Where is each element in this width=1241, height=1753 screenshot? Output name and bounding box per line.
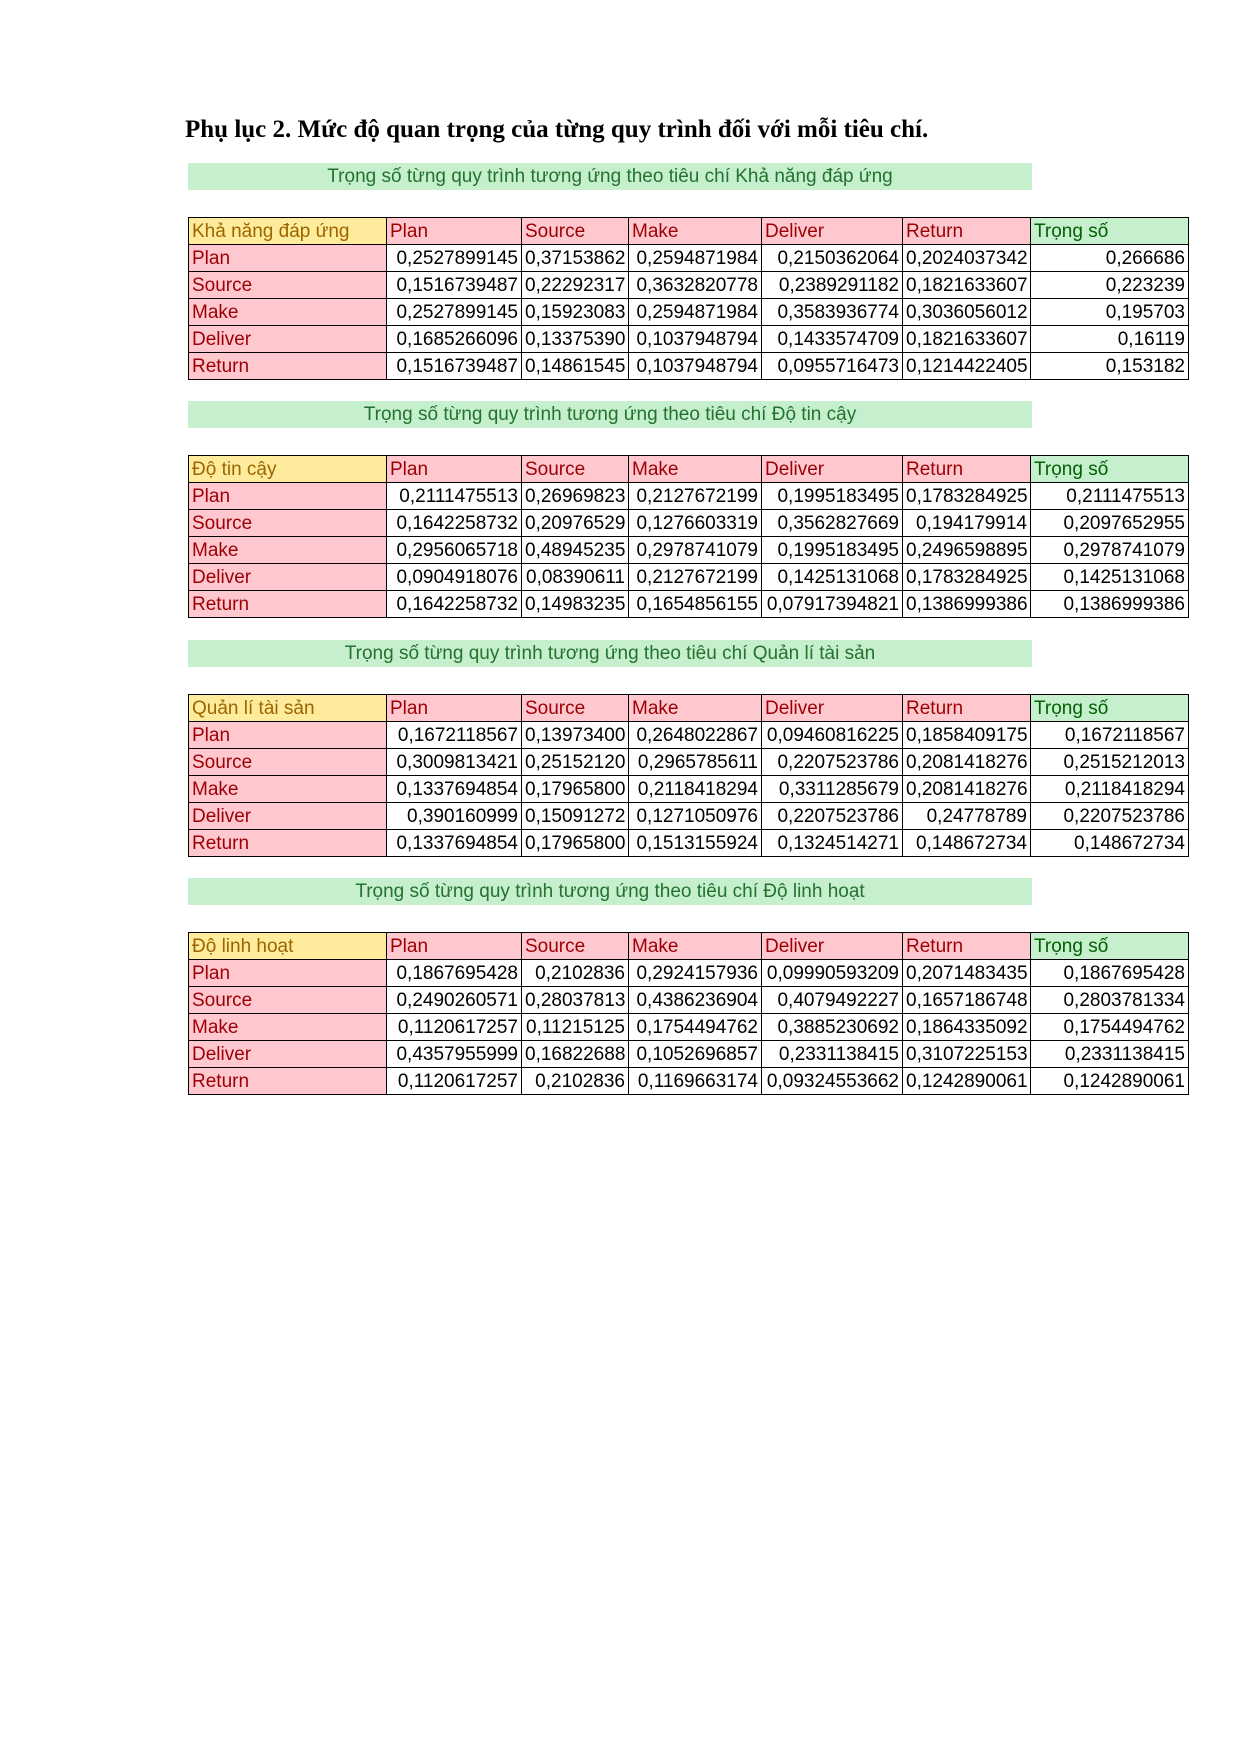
value-cell: 0,1864335092	[903, 1014, 1031, 1041]
value-cell: 0,2965785611	[629, 749, 762, 776]
value-cell: 0,1433574709	[762, 326, 903, 353]
blank-row	[188, 428, 1188, 455]
value-cell: 0,2924157936	[629, 960, 762, 987]
col-header-make: Make	[629, 456, 762, 483]
value-cell: 0,16119	[1031, 326, 1189, 353]
value-cell: 0,1242890061	[1031, 1068, 1189, 1095]
value-cell: 0,1337694854	[387, 776, 522, 803]
col-header-deliver: Deliver	[762, 456, 903, 483]
value-cell: 0,1867695428	[387, 960, 522, 987]
section-title: Trọng số từng quy trình tương ứng theo tiêu chí Quản lí tài sản	[188, 640, 1032, 667]
table-row	[189, 326, 1189, 353]
value-cell: 0,1425131068	[1031, 564, 1189, 591]
table-row	[189, 353, 1189, 380]
col-header-plan: Plan	[387, 695, 522, 722]
value-cell: 0,2389291182	[762, 272, 903, 299]
value-cell: 0,15923083	[522, 299, 629, 326]
row-label: Deliver	[189, 1041, 387, 1068]
value-cell: 0,223239	[1031, 272, 1189, 299]
row-label: Return	[189, 591, 387, 618]
value-cell: 0,1783284925	[903, 564, 1031, 591]
col-header-source: Source	[522, 695, 629, 722]
table-row	[189, 272, 1189, 299]
value-cell: 0,4357955999	[387, 1041, 522, 1068]
value-cell: 0,3885230692	[762, 1014, 903, 1041]
table-body	[189, 483, 1189, 618]
value-cell: 0,1516739487	[387, 272, 522, 299]
value-cell: 0,1242890061	[903, 1068, 1031, 1095]
value-cell: 0,3583936774	[762, 299, 903, 326]
value-cell: 0,153182	[1031, 353, 1189, 380]
value-cell: 0,3562827669	[762, 510, 903, 537]
col-header-source: Source	[522, 456, 629, 483]
row-label: Deliver	[189, 326, 387, 353]
value-cell: 0,37153862	[522, 245, 629, 272]
value-cell: 0,28037813	[522, 987, 629, 1014]
table-row	[189, 1068, 1189, 1095]
col-header-make: Make	[629, 933, 762, 960]
section-title: Trọng số từng quy trình tương ứng theo tiêu chí Độ tin cậy	[188, 401, 1032, 428]
blank-row	[188, 905, 1188, 932]
col-header-return: Return	[903, 456, 1031, 483]
value-cell: 0,2111475513	[1031, 483, 1189, 510]
value-cell: 0,1324514271	[762, 830, 903, 857]
col-header-make: Make	[629, 695, 762, 722]
value-cell: 0,1276603319	[629, 510, 762, 537]
value-cell: 0,1386999386	[903, 591, 1031, 618]
table-row	[189, 803, 1189, 830]
col-header-weight: Trọng số	[1031, 456, 1189, 483]
value-cell: 0,09990593209	[762, 960, 903, 987]
value-cell: 0,2071483435	[903, 960, 1031, 987]
value-cell: 0,2081418276	[903, 776, 1031, 803]
col-header-weight: Trọng số	[1031, 695, 1189, 722]
value-cell: 0,2102836	[522, 1068, 629, 1095]
table-row	[189, 591, 1189, 618]
value-cell: 0,26969823	[522, 483, 629, 510]
value-cell: 0,2207523786	[762, 749, 903, 776]
criterion-header: Độ linh hoạt	[189, 933, 387, 960]
criterion-header: Độ tin cậy	[189, 456, 387, 483]
row-label: Make	[189, 1014, 387, 1041]
table-row	[189, 987, 1189, 1014]
value-cell: 0,14861545	[522, 353, 629, 380]
col-header-return: Return	[903, 218, 1031, 245]
value-cell: 0,2331138415	[1031, 1041, 1189, 1068]
value-cell: 0,1513155924	[629, 830, 762, 857]
value-cell: 0,08390611	[522, 564, 629, 591]
value-cell: 0,1120617257	[387, 1014, 522, 1041]
row-label: Deliver	[189, 564, 387, 591]
value-cell: 0,48945235	[522, 537, 629, 564]
value-cell: 0,1052696857	[629, 1041, 762, 1068]
value-cell: 0,2978741079	[1031, 537, 1189, 564]
table-row	[189, 245, 1189, 272]
row-label: Return	[189, 1068, 387, 1095]
row-label: Return	[189, 830, 387, 857]
row-label: Plan	[189, 483, 387, 510]
table-row	[189, 537, 1189, 564]
value-cell: 0,148672734	[903, 830, 1031, 857]
value-cell: 0,3311285679	[762, 776, 903, 803]
value-cell: 0,3009813421	[387, 749, 522, 776]
value-cell: 0,20976529	[522, 510, 629, 537]
section-do-linh-hoat	[188, 878, 1188, 1095]
value-cell: 0,2648022867	[629, 722, 762, 749]
value-cell: 0,2102836	[522, 960, 629, 987]
value-cell: 0,09460816225	[762, 722, 903, 749]
table-body	[189, 960, 1189, 1095]
table-row	[189, 1014, 1189, 1041]
value-cell: 0,1858409175	[903, 722, 1031, 749]
col-header-make: Make	[629, 218, 762, 245]
value-cell: 0,266686	[1031, 245, 1189, 272]
value-cell: 0,2978741079	[629, 537, 762, 564]
value-cell: 0,13375390	[522, 326, 629, 353]
table-row	[189, 299, 1189, 326]
col-header-plan: Plan	[387, 218, 522, 245]
table-header-row	[189, 933, 1189, 960]
value-cell: 0,1867695428	[1031, 960, 1189, 987]
row-label: Plan	[189, 960, 387, 987]
section-do-tin-cay	[188, 401, 1188, 618]
value-cell: 0,11215125	[522, 1014, 629, 1041]
value-cell: 0,3036056012	[903, 299, 1031, 326]
value-cell: 0,1672118567	[1031, 722, 1189, 749]
criterion-header: Khả năng đáp ứng	[189, 218, 387, 245]
value-cell: 0,2527899145	[387, 245, 522, 272]
value-cell: 0,2515212013	[1031, 749, 1189, 776]
col-header-plan: Plan	[387, 933, 522, 960]
value-cell: 0,1657186748	[903, 987, 1031, 1014]
value-cell: 0,1754494762	[629, 1014, 762, 1041]
value-cell: 0,1169663174	[629, 1068, 762, 1095]
table-row	[189, 510, 1189, 537]
value-cell: 0,2527899145	[387, 299, 522, 326]
value-cell: 0,07917394821	[762, 591, 903, 618]
page-heading: Phụ lục 2. Mức độ quan trọng của từng quy trình đối với mỗi tiêu chí.	[185, 116, 929, 143]
row-label: Source	[189, 510, 387, 537]
value-cell: 0,3107225153	[903, 1041, 1031, 1068]
value-cell: 0,2594871984	[629, 245, 762, 272]
value-cell: 0,2118418294	[629, 776, 762, 803]
weights-table	[188, 932, 1189, 1095]
table-row	[189, 830, 1189, 857]
row-label: Source	[189, 272, 387, 299]
row-label: Return	[189, 353, 387, 380]
value-cell: 0,194179914	[903, 510, 1031, 537]
value-cell: 0,195703	[1031, 299, 1189, 326]
value-cell: 0,2594871984	[629, 299, 762, 326]
row-label: Plan	[189, 722, 387, 749]
value-cell: 0,14983235	[522, 591, 629, 618]
value-cell: 0,0904918076	[387, 564, 522, 591]
table-row	[189, 776, 1189, 803]
weights-table	[188, 455, 1189, 618]
section-title: Trọng số từng quy trình tương ứng theo tiêu chí Khả năng đáp ứng	[188, 163, 1032, 190]
value-cell: 0,1672118567	[387, 722, 522, 749]
value-cell: 0,1037948794	[629, 353, 762, 380]
col-header-return: Return	[903, 695, 1031, 722]
table-row	[189, 1041, 1189, 1068]
value-cell: 0,2024037342	[903, 245, 1031, 272]
value-cell: 0,09324553662	[762, 1068, 903, 1095]
value-cell: 0,1425131068	[762, 564, 903, 591]
row-label: Source	[189, 987, 387, 1014]
value-cell: 0,4079492227	[762, 987, 903, 1014]
col-header-return: Return	[903, 933, 1031, 960]
value-cell: 0,2127672199	[629, 483, 762, 510]
col-header-deliver: Deliver	[762, 695, 903, 722]
value-cell: 0,3632820778	[629, 272, 762, 299]
value-cell: 0,1642258732	[387, 591, 522, 618]
col-header-deliver: Deliver	[762, 218, 903, 245]
section-title: Trọng số từng quy trình tương ứng theo tiêu chí Độ linh hoạt	[188, 878, 1032, 905]
value-cell: 0,2496598895	[903, 537, 1031, 564]
value-cell: 0,1995183495	[762, 483, 903, 510]
value-cell: 0,1516739487	[387, 353, 522, 380]
section-quan-li-tai-san	[188, 640, 1188, 857]
col-header-source: Source	[522, 218, 629, 245]
value-cell: 0,24778789	[903, 803, 1031, 830]
table-row	[189, 749, 1189, 776]
value-cell: 0,2207523786	[762, 803, 903, 830]
value-cell: 0,22292317	[522, 272, 629, 299]
value-cell: 0,4386236904	[629, 987, 762, 1014]
value-cell: 0,1685266096	[387, 326, 522, 353]
value-cell: 0,2207523786	[1031, 803, 1189, 830]
table-body	[189, 245, 1189, 380]
value-cell: 0,2118418294	[1031, 776, 1189, 803]
section-kha-nang-dap-ung	[188, 163, 1188, 380]
value-cell: 0,1654856155	[629, 591, 762, 618]
value-cell: 0,1120617257	[387, 1068, 522, 1095]
col-header-plan: Plan	[387, 456, 522, 483]
blank-row	[188, 190, 1188, 217]
value-cell: 0,2490260571	[387, 987, 522, 1014]
value-cell: 0,2111475513	[387, 483, 522, 510]
row-label: Make	[189, 537, 387, 564]
row-label: Source	[189, 749, 387, 776]
value-cell: 0,148672734	[1031, 830, 1189, 857]
value-cell: 0,2956065718	[387, 537, 522, 564]
row-label: Make	[189, 299, 387, 326]
value-cell: 0,2127672199	[629, 564, 762, 591]
value-cell: 0,1037948794	[629, 326, 762, 353]
row-label: Deliver	[189, 803, 387, 830]
value-cell: 0,1271050976	[629, 803, 762, 830]
value-cell: 0,13973400	[522, 722, 629, 749]
value-cell: 0,390160999	[387, 803, 522, 830]
table-row	[189, 722, 1189, 749]
table-header-row	[189, 456, 1189, 483]
value-cell: 0,2081418276	[903, 749, 1031, 776]
value-cell: 0,2331138415	[762, 1041, 903, 1068]
value-cell: 0,25152120	[522, 749, 629, 776]
value-cell: 0,17965800	[522, 830, 629, 857]
value-cell: 0,1995183495	[762, 537, 903, 564]
weights-table	[188, 694, 1189, 857]
value-cell: 0,15091272	[522, 803, 629, 830]
table-body	[189, 722, 1189, 857]
value-cell: 0,1386999386	[1031, 591, 1189, 618]
criterion-header: Quản lí tài sản	[189, 695, 387, 722]
table-row	[189, 564, 1189, 591]
blank-row	[188, 667, 1188, 694]
row-label: Make	[189, 776, 387, 803]
table-row	[189, 483, 1189, 510]
value-cell: 0,1821633607	[903, 272, 1031, 299]
value-cell: 0,1642258732	[387, 510, 522, 537]
table-header-row	[189, 218, 1189, 245]
value-cell: 0,1337694854	[387, 830, 522, 857]
row-label: Plan	[189, 245, 387, 272]
value-cell: 0,17965800	[522, 776, 629, 803]
table-header-row	[189, 695, 1189, 722]
col-header-source: Source	[522, 933, 629, 960]
value-cell: 0,1821633607	[903, 326, 1031, 353]
value-cell: 0,16822688	[522, 1041, 629, 1068]
col-header-weight: Trọng số	[1031, 218, 1189, 245]
value-cell: 0,2803781334	[1031, 987, 1189, 1014]
value-cell: 0,1783284925	[903, 483, 1031, 510]
col-header-weight: Trọng số	[1031, 933, 1189, 960]
value-cell: 0,2097652955	[1031, 510, 1189, 537]
value-cell: 0,1214422405	[903, 353, 1031, 380]
col-header-deliver: Deliver	[762, 933, 903, 960]
value-cell: 0,0955716473	[762, 353, 903, 380]
value-cell: 0,1754494762	[1031, 1014, 1189, 1041]
value-cell: 0,2150362064	[762, 245, 903, 272]
table-row	[189, 960, 1189, 987]
weights-table	[188, 217, 1189, 380]
